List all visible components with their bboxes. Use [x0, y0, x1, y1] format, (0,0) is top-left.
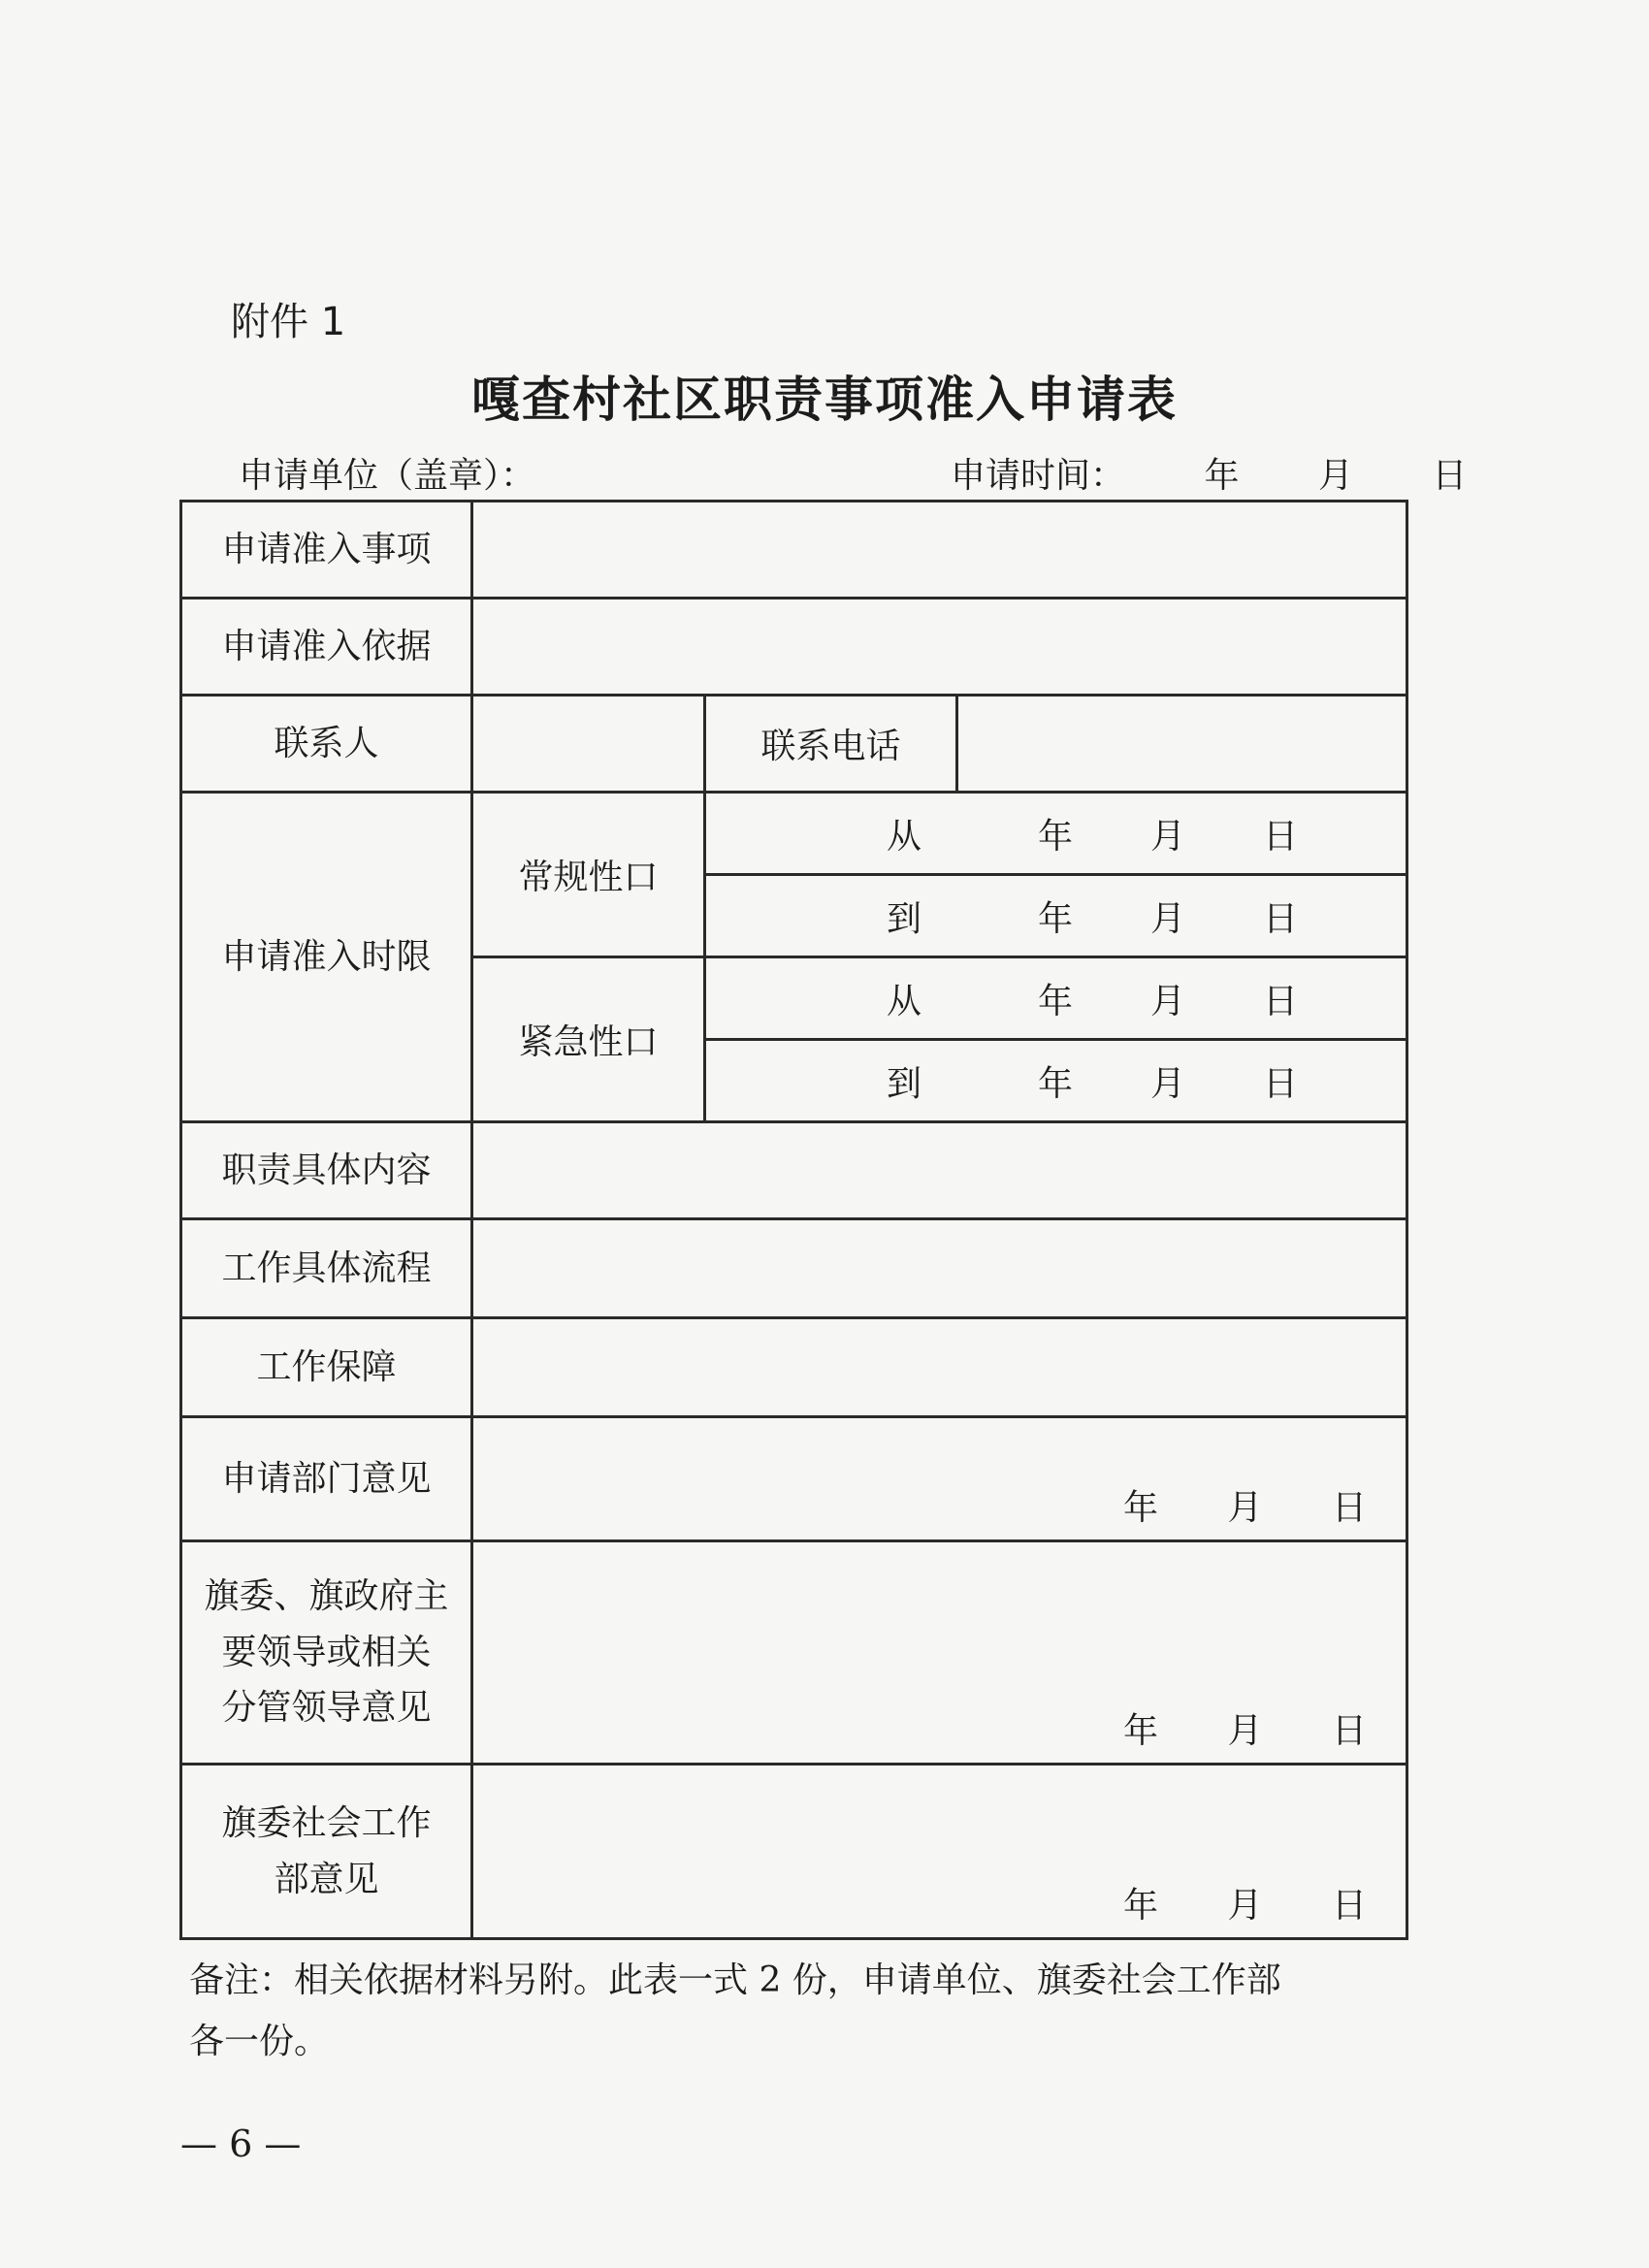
year-unit: 年	[1123, 1886, 1159, 1926]
leader-opinion-line-2: 要领导或相关	[221, 1632, 432, 1672]
day-unit: 日	[1263, 1063, 1299, 1104]
regular-to-date[interactable]	[705, 875, 1407, 957]
table-row	[181, 1765, 1407, 1939]
table-row	[181, 1219, 1407, 1318]
social-opinion-line-1: 旗委社会工作	[221, 1802, 432, 1843]
to-label: 到	[887, 1063, 922, 1104]
day-unit: 日	[1331, 1886, 1367, 1926]
contact-phone-field[interactable]	[957, 696, 1407, 793]
application-time	[951, 448, 1467, 498]
year-unit: 年	[1038, 981, 1074, 1021]
regular-option[interactable]: 常规性口	[472, 793, 705, 957]
day-unit: 日	[1263, 816, 1299, 857]
regular-from-date[interactable]	[705, 793, 1407, 875]
urgent-option[interactable]: 紧急性口	[472, 957, 705, 1122]
month-unit: 月	[1227, 1711, 1263, 1751]
day-unit: 日	[1263, 981, 1299, 1021]
month-unit: 月	[1227, 1488, 1263, 1528]
from-label: 从	[887, 816, 922, 857]
social-opinion-field[interactable]	[472, 1765, 1407, 1939]
content-field[interactable]	[472, 1122, 1407, 1219]
to-label: 到	[887, 898, 922, 939]
remarks-line-2: 各一份。	[189, 2022, 330, 2061]
table-row	[181, 696, 1407, 793]
table-row	[181, 793, 1407, 875]
table-row	[181, 599, 1407, 696]
leader-opinion-line-3: 分管领导意见	[221, 1688, 432, 1729]
row-label-period: 申请准入时限	[181, 793, 472, 1122]
from-label: 从	[887, 981, 922, 1021]
contact-phone-label: 联系电话	[705, 696, 957, 793]
row-label-process: 工作具体流程	[181, 1219, 472, 1318]
month-unit: 月	[1150, 1063, 1186, 1104]
day-unit: 日	[1331, 1711, 1367, 1751]
table-row	[181, 1541, 1407, 1765]
row-label-basis: 申请准入依据	[181, 599, 472, 696]
year-unit: 年	[1038, 1063, 1074, 1104]
guarantee-field[interactable]	[472, 1318, 1407, 1417]
leader-opinion-line-1: 旗委、旗政府主	[204, 1576, 449, 1617]
day-unit: 日	[1432, 456, 1468, 496]
year-unit: 年	[1123, 1488, 1159, 1528]
remarks-line-1: 备注：相关依据材料另附。此表一式 2 份，申请单位、旗委社会工作部	[189, 1960, 1281, 2000]
application-time-label: 申请时间：	[951, 456, 1126, 496]
year-unit: 年	[1204, 456, 1240, 496]
remarks-note	[189, 1950, 1373, 2072]
table-row	[181, 1122, 1407, 1219]
month-unit: 月	[1317, 456, 1353, 496]
year-unit: 年	[1123, 1711, 1159, 1751]
leader-opinion-field[interactable]	[472, 1541, 1407, 1765]
page-number: — 6 —	[180, 2122, 302, 2165]
month-unit: 月	[1227, 1886, 1263, 1926]
row-label-content: 职责具体内容	[181, 1122, 472, 1219]
row-label-contact: 联系人	[181, 696, 472, 793]
day-unit: 日	[1331, 1488, 1367, 1528]
row-label-social-opinion	[181, 1765, 472, 1939]
attachment-label: 附件 1	[231, 300, 346, 344]
row-label-dept-opinion: 申请部门意见	[181, 1417, 472, 1541]
contact-field[interactable]	[472, 696, 705, 793]
row-label-guarantee: 工作保障	[181, 1318, 472, 1417]
month-unit: 月	[1150, 981, 1186, 1021]
month-unit: 月	[1150, 898, 1186, 939]
day-unit: 日	[1263, 898, 1299, 939]
table-row	[181, 1417, 1407, 1541]
table-row	[181, 1318, 1407, 1417]
application-form-table	[179, 500, 1408, 1940]
urgent-to-date[interactable]	[705, 1040, 1407, 1122]
row-label-item: 申请准入事项	[181, 502, 472, 599]
applicant-unit-label: 申请单位（盖章）：	[239, 456, 536, 496]
year-unit: 年	[1038, 898, 1074, 939]
process-field[interactable]	[472, 1219, 1407, 1318]
page-title: 嘎查村社区职责事项准入申请表	[471, 372, 1178, 428]
social-opinion-line-2: 部意见	[274, 1859, 379, 1899]
row-label-leader-opinion	[181, 1541, 472, 1765]
basis-field[interactable]	[472, 599, 1407, 696]
urgent-from-date[interactable]	[705, 957, 1407, 1040]
month-unit: 月	[1150, 816, 1186, 857]
year-unit: 年	[1038, 816, 1074, 857]
item-field[interactable]	[472, 502, 1407, 599]
table-row	[181, 502, 1407, 599]
dept-opinion-field[interactable]	[472, 1417, 1407, 1541]
